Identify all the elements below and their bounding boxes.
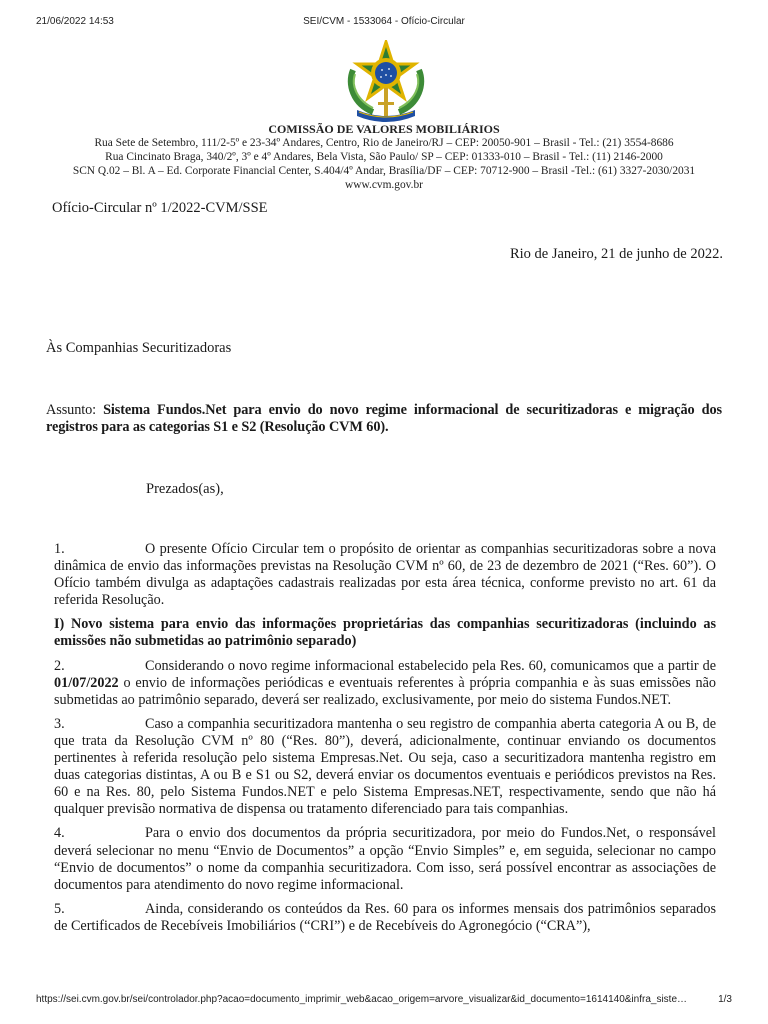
paragraph-number: 2. <box>54 657 65 674</box>
paragraph-number: 3. <box>54 715 65 732</box>
page-number: 1/3 <box>718 994 732 1005</box>
addressee: Às Companhias Securitizadoras <box>46 340 232 356</box>
print-footer-url[interactable]: https://sei.cvm.gov.br/sei/controlador.php?acao=documento_imprimir_web&acao_origem=arvore_visualizar&id_documento=1614140&infra_siste… <box>36 994 688 1005</box>
brazil-coat-of-arms-icon <box>343 40 429 122</box>
paragraph-1 <box>54 541 716 609</box>
paragraph-text: O presente Ofício Circular tem o propósito de orientar as companhias securitizadoras sobre a nova dinâmica de envio das informações previstas na Resolução CVM nº 60, de 23 de dezembro de 2021 (“Res. 60”). O Ofício também divulga as adaptações cadastrais realizadas por esta área técnica, conforme previsto no art. 61 da referida Resolução. <box>54 541 716 609</box>
effective-date: 01/07/2022 <box>54 674 119 691</box>
organization-header <box>40 122 728 192</box>
document-id: Ofício-Circular nº 1/2022-CVM/SSE <box>52 200 268 216</box>
paragraph-2 <box>54 658 716 709</box>
address-line-rio: Rua Sete de Setembro, 111/2-5º e 23-34º Andares, Centro, Rio de Janeiro/RJ – CEP: 20050-901 – Brasil - Tel.: (21) 3554-8686 <box>94 137 674 149</box>
paragraph-4 <box>54 825 716 893</box>
document-date: Rio de Janeiro, 21 de junho de 2022. <box>509 246 723 262</box>
organization-name: COMISSÃO DE VALORES MOBILIÁRIOS <box>268 122 500 136</box>
print-datetime: 21/06/2022 14:53 <box>36 16 114 27</box>
paragraph-number: 4. <box>54 825 65 842</box>
subject <box>46 402 722 436</box>
paragraph-number: 1. <box>54 541 65 557</box>
print-header <box>0 16 768 30</box>
paragraph-3 <box>54 716 716 819</box>
subject-label: Assunto: <box>46 402 104 418</box>
paragraph-text: Considerando o novo regime informacional estabelecido pela Res. 60, comunicamos que a partir de <box>145 657 716 674</box>
document-body <box>54 541 716 942</box>
paragraph-number: 5. <box>54 900 65 917</box>
address-line-brasilia: SCN Q.02 – Bl. A – Ed. Corporate Financial Center, S.404/4º Andar, Brasília/DF – CEP: 70712-900 – Brasil -Tel.: (61) 3327-2030/2031 <box>72 165 696 177</box>
paragraph-text: Para o envio dos documentos da própria securitizadora, por meio do Fundos.Net, o responsável deverá selecionar no menu “Envio de Documentos” a opção “Envio Simples” e, em seguida, selecionar no campo “Envio de documentos” o nome da companhia securitizadora. Com isso, será possível encontrar as associações de documentos para atendimento do novo regime informacional. <box>54 825 716 893</box>
paragraph-text: o envio de informações periódicas e eventuais referentes à própria companhia e às suas emissões não submetidas ao patrimônio separado, deverá ser realizado, exclusivamente, por meio do sistema Fundos.NET. <box>54 674 716 708</box>
greeting: Prezados(as), <box>146 481 224 497</box>
print-page-title: SEI/CVM - 1533064 - Ofício-Circular <box>303 16 465 27</box>
paragraph-text: Ainda, considerando os conteúdos da Res. 60 para os informes mensais dos patrimônios separados de Certificados de Recebíveis Imobiliários (“CRI”) e de Recebíveis do Agronegócio (“CRA”), <box>54 900 716 934</box>
print-footer <box>0 994 768 1008</box>
paragraph-text: Caso a companhia securitizadora mantenha o seu registro de companhia aberta categoria A ou B, de que trata da Resolução CVM nº 80 (“Res. 80”), deverá, adicionalmente, continuar enviando os documentos pertinentes à referida resolução pelo sistema Empresas.Net. Ou seja, caso a securitizadora mantenha registro em duas categorias distintas, A ou B e S1 ou S2, deverá enviar os documentos eventuais e periódicos previstos na Res. 60 e na Res. 80, pelo Sistema Fundos.NET e pelo Sistema Empresas.NET, respectivamente, sendo que não há qualquer previsão normativa de dispensa ou tratamento diferenciado para tais companhias. <box>54 715 716 818</box>
section-title: I) Novo sistema para envio das informações proprietárias das companhias securitizadoras (incluindo as emissões não submetidas ao patrimônio separado) <box>54 616 716 650</box>
address-line-sao-paulo: Rua Cincinato Braga, 340/2º, 3º e 4º Andares, Bela Vista, São Paulo/ SP – CEP: 01333-010 – Brasil - Tel.: (11) 2146-2000 <box>105 151 663 163</box>
subject-text: Sistema Fundos.Net para envio do novo regime informacional de securitizadoras e migração dos registros para as categorias S1 e S2 (Resolução CVM 60). <box>46 402 722 435</box>
paragraph-5 <box>54 901 716 935</box>
website: www.cvm.gov.br <box>345 179 423 191</box>
